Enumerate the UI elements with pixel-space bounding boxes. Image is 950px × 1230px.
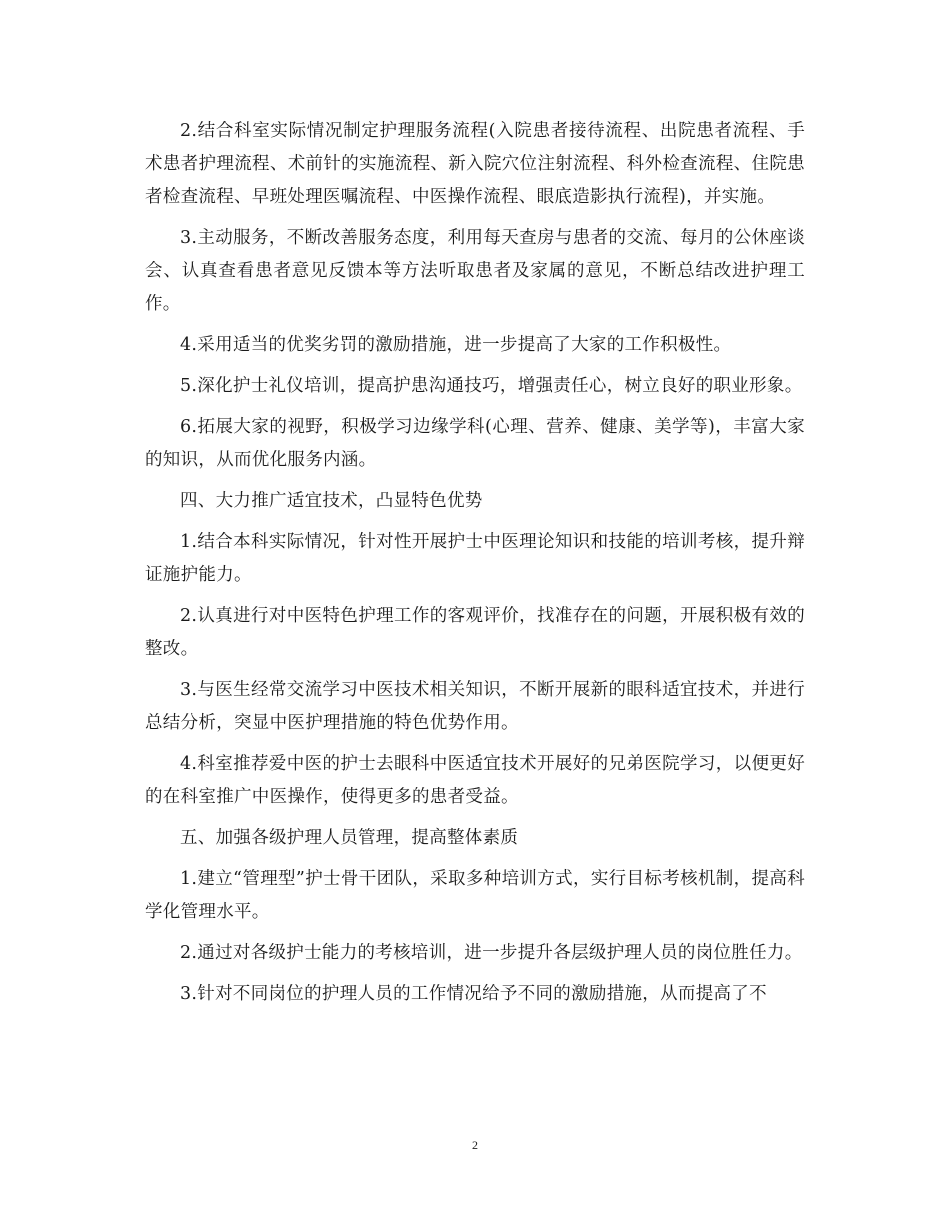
paragraph-recommend-study: 4.科室推荐爱中医的护士去眼科中医适宜技术开展好的兄弟医院学习，以便更好的在科室推广中医操作，使得更多的患者受益。 [145,754,805,807]
document-body [145,115,805,1019]
paragraph-tcm-training: 1.结合本科实际情况，针对性开展护士中医理论知识和技能的培训考核，提升辩证施护能力。 [145,532,805,585]
paragraph-objective-evaluation: 2.认真进行对中医特色护理工作的客观评价，找准存在的问题，开展积极有效的整改。 [145,606,805,659]
paragraph-active-service: 3.主动服务，不断改善服务态度，利用每天查房与患者的交流、每月的公休座谈会、认真查看患者意见反馈本等方法听取患者及家属的意见，不断总结改进护理工作。 [145,228,805,314]
paragraph-broaden-vision: 6.拓展大家的视野，积极学习边缘学科(心理、营养、健康、美学等)，丰富大家的知识，从而优化服务内涵。 [145,417,805,470]
page-number: 2 [472,1138,478,1152]
paragraph-etiquette-training: 5.深化护士礼仪培训，提高护患沟通技巧，增强责任心，树立良好的职业形象。 [180,376,803,396]
paragraph-post-incentives: 3.针对不同岗位的护理人员的工作情况给予不同的激励措施，从而提高了不 [180,984,767,1004]
paragraph-assessment-training: 2.通过对各级护士能力的考核培训，进一步提升各层级护理人员的岗位胜任力。 [180,943,803,963]
section-heading-5: 五、加强各级护理人员管理，提高整体素质 [180,828,519,848]
section-heading-4: 四、大力推广适宜技术，凸显特色优势 [180,491,483,511]
paragraph-process-flow: 2.结合科室实际情况制定护理服务流程(入院患者接待流程、出院患者流程、手术患者护理流程、术前针的实施流程、新入院穴位注射流程、科外检查流程、住院患者检查流程、早班处理医嘱流程、中医操作流程、眼底造影执行流程)，并实施。 [145,121,805,207]
paragraph-management-team: 1.建立“管理型”护士骨干团队，采取多种培训方式，实行目标考核机制，提高科学化管理水平。 [145,869,805,922]
paragraph-exchange-learning: 3.与医生经常交流学习中医技术相关知识，不断开展新的眼科适宜技术，并进行总结分析，突显中医护理措施的特色优势作用。 [145,680,805,733]
paragraph-incentives: 4.采用适当的优奖劣罚的激励措施，进一步提高了大家的工作积极性。 [180,335,732,355]
